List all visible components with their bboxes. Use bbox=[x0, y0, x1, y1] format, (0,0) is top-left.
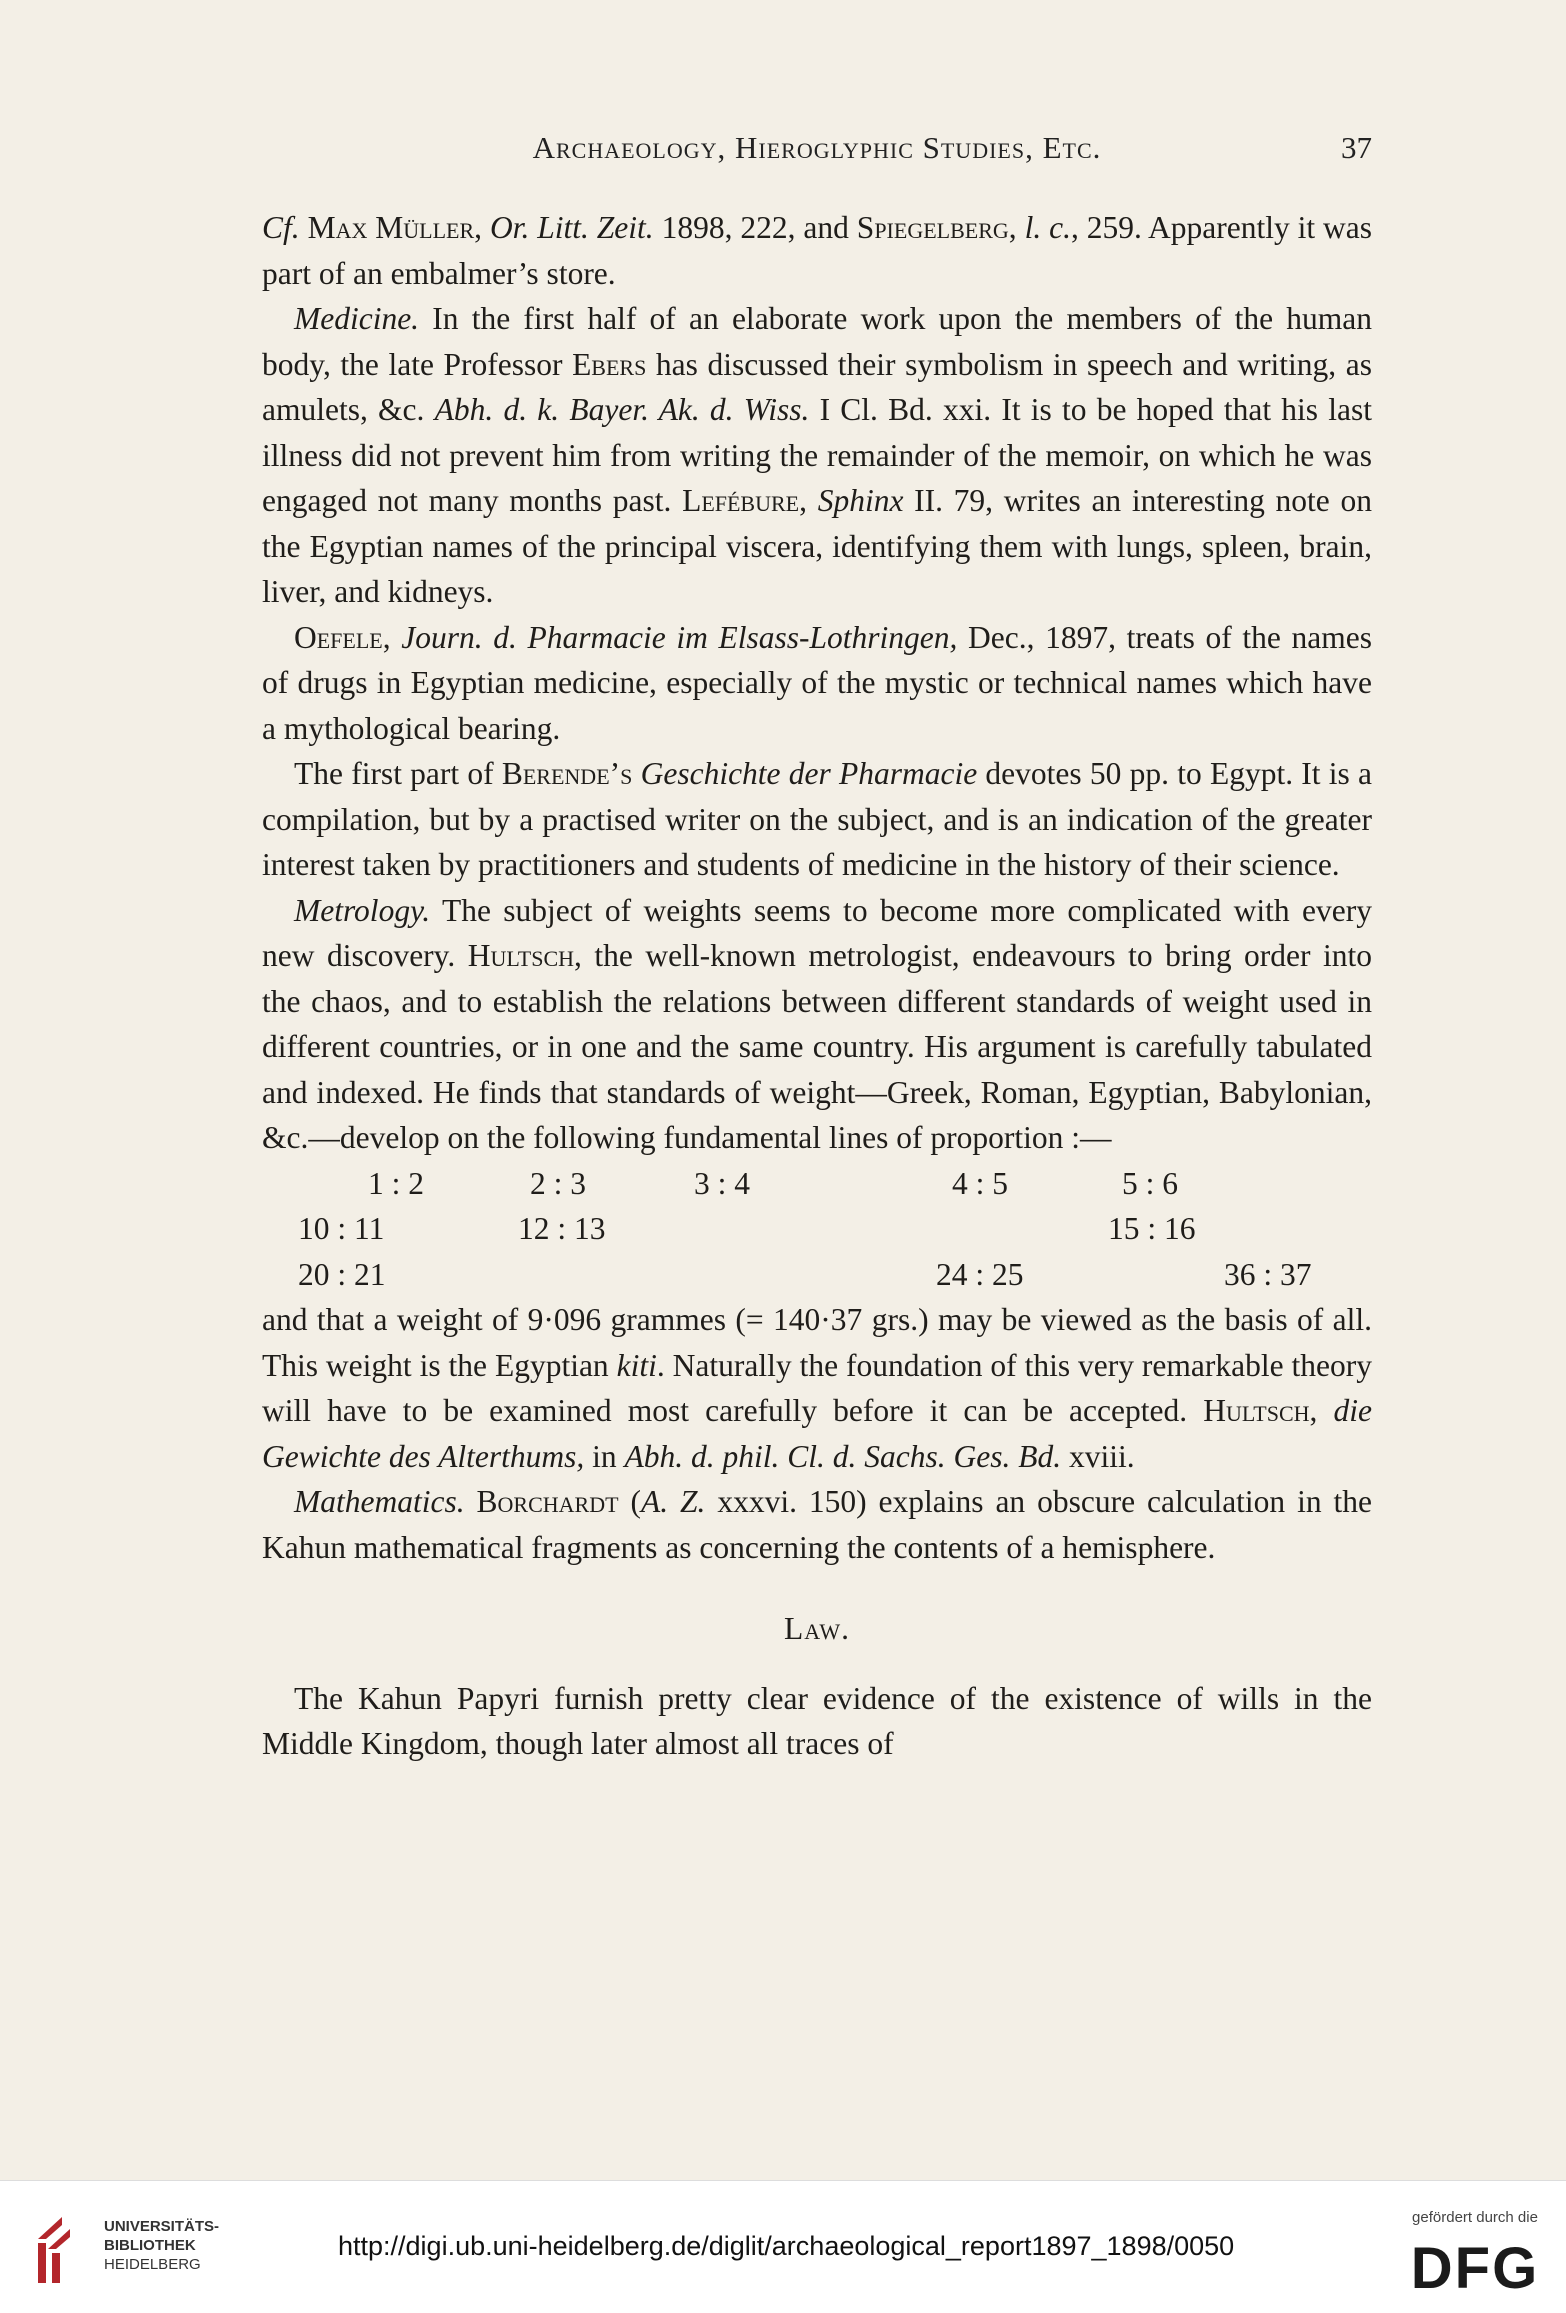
text-run: II. 79, writes an interesting note on the Egyptian names of the principal viscera, identifying them with lungs, spleen, brain, liver, and kidneys. bbox=[262, 483, 1372, 609]
text-run: In the first half of an elaborate work upon the members of the human body, the late Professor bbox=[262, 301, 1372, 382]
text-run: devotes 50 pp. to Egypt. It is a compilation, but by a practised writer on the subject, and is an indication of the greater interest taken by practitioners and students of medicine in the history of their science. bbox=[262, 756, 1373, 882]
proportion-row bbox=[262, 1252, 1372, 1298]
text-run: Lefébure bbox=[682, 483, 800, 518]
proportion-table bbox=[262, 1161, 1372, 1298]
text-run bbox=[632, 756, 640, 791]
text-run: ( bbox=[618, 1484, 641, 1519]
permalink-url[interactable]: http://digi.ub.uni-heidelberg.de/diglit/archaeological_report1897_1898/0050 bbox=[338, 2231, 1235, 2261]
text-run: die Gewichte des Alterthums, bbox=[262, 1393, 1372, 1474]
text-run: Dec., 1897, treats of the names of drugs in Egyptian medicine, especially of the mystic or technical names which have a mythological bearing. bbox=[262, 619, 1372, 746]
text-run: Borchardt bbox=[476, 1484, 619, 1519]
ratio-20-21: 20 : 21 bbox=[298, 1256, 386, 1292]
body-text bbox=[262, 205, 1372, 1767]
text-run: Medicine. bbox=[294, 301, 420, 336]
library-name-line: UNIVERSITÄTS- bbox=[104, 2218, 220, 2235]
text-run bbox=[465, 1484, 477, 1519]
text-run: . Naturally the foundation of this very remarkable theory will have to be examined most carefully before it can be accepted. bbox=[262, 1347, 1372, 1428]
paragraph-cf-muller bbox=[262, 205, 1372, 296]
ratio-5-6: 5 : 6 bbox=[1122, 1165, 1179, 1201]
text-run: , bbox=[474, 210, 490, 245]
text-run: l. c. bbox=[1024, 210, 1071, 245]
text-run: , bbox=[799, 483, 818, 518]
text-run: in bbox=[584, 1438, 625, 1474]
ratio-1-2: 1 : 2 bbox=[368, 1165, 425, 1201]
text-run: , bbox=[382, 619, 402, 655]
text-run: Abh. d. phil. Cl. d. Sachs. Ges. Bd. bbox=[624, 1438, 1062, 1474]
text-run: The Kahun Papyri furnish pretty clear evidence of the existence of wills in the Middle Kingdom, though later almost all traces of bbox=[262, 1680, 1372, 1761]
text-run: , bbox=[1309, 1393, 1334, 1428]
paragraph-kiti bbox=[262, 1297, 1372, 1479]
text-run: Spiegelberg bbox=[856, 210, 1009, 245]
text-run: Or. Litt. Zeit. bbox=[489, 210, 654, 245]
text-run: , 259. Apparently it was part of an embalmer’s store. bbox=[262, 210, 1373, 291]
text-run: Hultsch bbox=[467, 938, 575, 973]
ratio-15-16: 15 : 16 bbox=[1108, 1211, 1196, 1246]
text-run: The first part of bbox=[294, 756, 502, 791]
text-run: Cf. bbox=[262, 210, 300, 245]
text-run: I Cl. Bd. xxi. It is to be hoped that his last illness did not prevent him from writing the remainder of the memoir, on which he was engaged not many months past. bbox=[262, 392, 1372, 518]
text-run: Berende’s bbox=[501, 756, 633, 791]
running-header bbox=[262, 130, 1372, 176]
text-run: Ebers bbox=[572, 346, 647, 382]
text-run: Sphinx bbox=[817, 483, 904, 518]
paragraph-kahun-papyri bbox=[262, 1676, 1372, 1767]
ratio-12-13: 12 : 13 bbox=[518, 1211, 606, 1246]
text-run: Max Müller bbox=[307, 210, 475, 245]
text-run: , bbox=[1008, 210, 1025, 245]
page-number: 37 bbox=[1341, 130, 1372, 165]
text-run: Abh. d. k. Bayer. Ak. d. Wiss. bbox=[434, 392, 810, 427]
text-run: Mathematics. bbox=[294, 1484, 465, 1519]
text-run: xxxvi. 150) explains an obscure calculation in the Kahun mathematical fragments as concerning the contents of a hemisphere. bbox=[262, 1484, 1373, 1565]
ratio-4-5: 4 : 5 bbox=[952, 1165, 1009, 1201]
library-name-line: HEIDELBERG bbox=[104, 2256, 201, 2273]
text-run: kiti bbox=[616, 1347, 657, 1383]
text-run: Oefele bbox=[294, 619, 383, 655]
library-name-line: BIBLIOTHEK bbox=[104, 2237, 196, 2254]
text-run: and that a weight of 9·096 grammes (= 140·37 grs.) may be viewed as the basis of all. This weight is the Egyptian bbox=[262, 1302, 1372, 1383]
section-heading-law: Law. bbox=[783, 1611, 850, 1646]
text-run: , the well-known metrologist, endeavours to bring order into the chaos, and to establish the relations between different standards of weight used in different countries, or in one and the same country. His argument is carefully tabulated and indexed. He finds that standards of weight—Greek, Roman, Egyptian, Babylonian, &c.—develop on the following fundamental lines of proportion :— bbox=[262, 938, 1373, 1155]
ratio-2-3: 2 : 3 bbox=[530, 1165, 587, 1201]
dfg-logo: DFG bbox=[1410, 2236, 1540, 2301]
text-run: A. Z. bbox=[640, 1484, 706, 1519]
ratio-24-25: 24 : 25 bbox=[936, 1256, 1024, 1292]
text-run: The subject of weights seems to become more complicated with every new discovery. bbox=[262, 892, 1372, 973]
paragraph-oefele bbox=[262, 615, 1372, 752]
paragraph-medicine bbox=[262, 296, 1372, 615]
running-title: Archaeology, Hieroglyphic Studies, Etc. bbox=[532, 130, 1102, 165]
library-name bbox=[104, 2217, 219, 2274]
funding-note: gefördert durch die bbox=[1412, 2209, 1538, 2226]
text-run: has discussed their symbolism in speech and writing, as amulets, &c. bbox=[262, 346, 1372, 427]
ratio-36-37: 36 : 37 bbox=[1224, 1256, 1312, 1292]
paragraph-berende bbox=[262, 751, 1372, 888]
text-run: Journ. d. Pharmacie im Elsass-Lothringen, bbox=[401, 619, 958, 655]
library-logo-icon bbox=[30, 2209, 94, 2289]
ratio-3-4: 3 : 4 bbox=[694, 1165, 751, 1201]
text-run: xviii. bbox=[1061, 1438, 1135, 1474]
paragraph-mathematics bbox=[262, 1479, 1372, 1570]
proportion-row bbox=[262, 1161, 1372, 1207]
text-run bbox=[300, 210, 308, 245]
text-run: Geschichte der Pharmacie bbox=[640, 756, 978, 791]
text-run: Hultsch bbox=[1203, 1393, 1310, 1428]
paragraph-metrology bbox=[262, 888, 1372, 1161]
proportion-row bbox=[262, 1206, 1372, 1252]
digitization-footer bbox=[0, 2180, 1566, 2313]
text-run: Metrology. bbox=[294, 892, 431, 928]
text-run: 1898, 222, and bbox=[653, 210, 857, 245]
ratio-10-11: 10 : 11 bbox=[298, 1211, 385, 1246]
